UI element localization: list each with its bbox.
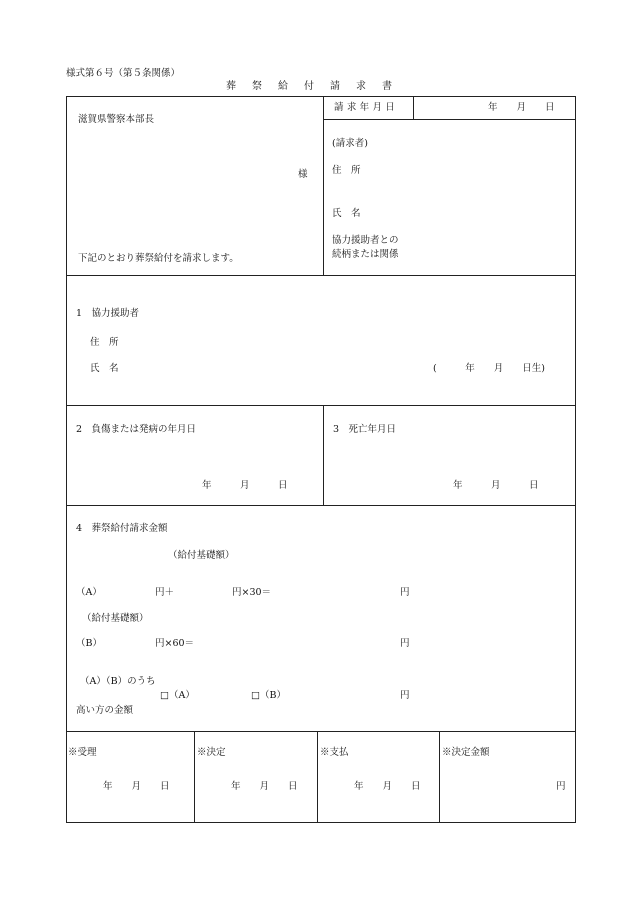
section1-address-label: 住 所 [90,337,119,348]
section4-b-formula: 円×60＝ [155,638,195,649]
section3-date[interactable]: 年 月 日 [453,480,539,491]
claimant-header: (請求者) [332,138,368,149]
request-statement: 下記のとおり葬祭給付を請求します。 [78,253,239,264]
section4-b-label: （B） [76,638,102,649]
footer-decision-date[interactable]: 年 月 日 [231,781,298,792]
option-b-checkbox[interactable]: □（B） [251,690,286,701]
claimant-name-label: 氏 名 [332,208,361,219]
footer-decision-label: ※決定 [197,747,226,758]
section2-title: 2 負傷または発病の年月日 [76,424,197,435]
footer-payment-date[interactable]: 年 月 日 [354,781,421,792]
section4-b-result: 円 [400,638,410,649]
footer-amount-yen: 円 [556,781,566,792]
section4-a-yen-plus: 円＋ [155,587,175,598]
form-title: 葬祭給付請求書 [226,81,408,92]
footer-received-label: ※受理 [68,747,97,758]
footer-amount-label: ※決定金額 [442,747,490,758]
addressee: 滋賀県警察本部長 [78,114,155,125]
section4-higher-label: 高い方の金額 [76,705,134,716]
request-date-value[interactable]: 年 月 日 [488,102,555,113]
section4-choose-label: （A）（B）のうち [80,676,156,687]
section4-basis-a: （給付基礎額） [168,550,235,561]
section4-choose-result: 円 [400,690,410,701]
section4-a-result: 円 [400,587,410,598]
footer-payment-label: ※支払 [320,747,349,758]
section3-title: 3 死亡年月日 [333,424,397,435]
section4-basis-b: （給付基礎額） [82,613,149,624]
sama-label: 様 [298,169,308,180]
option-a-checkbox[interactable]: □（A） [160,690,195,701]
section1-name-label: 氏 名 [90,363,119,374]
form-frame [66,96,576,823]
claimant-relation-label-1: 協力援助者との [332,235,399,246]
claimant-relation-label-2: 続柄または関係 [332,249,399,260]
section4-a-label: （A） [76,587,102,598]
footer-received-date[interactable]: 年 月 日 [103,781,170,792]
section4-title: 4 葬祭給付請求金額 [76,523,168,534]
form-id: 様式第６号（第５条関係） [66,68,181,79]
request-date-label: 請求年月日 [334,102,399,113]
section2-date[interactable]: 年 月 日 [202,480,288,491]
section1-title: 1 協力援助者 [76,308,140,319]
claimant-address-label: 住 所 [332,165,361,176]
section1-birth-date[interactable]: ( 年 月 日生) [433,363,545,374]
section4-a-formula: 円×30＝ [232,587,272,598]
